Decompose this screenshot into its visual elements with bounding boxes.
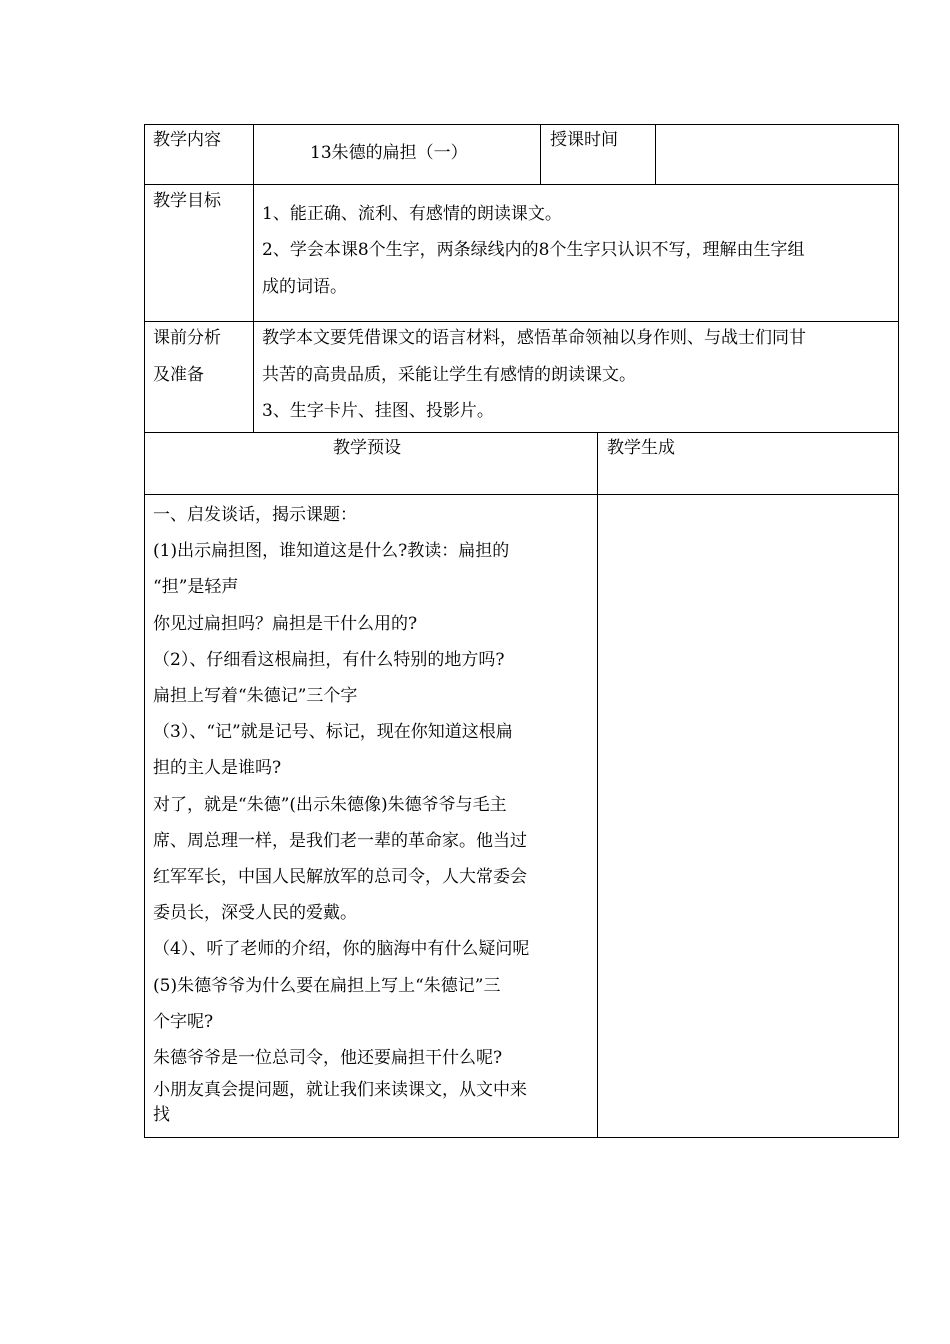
prep-line: 3、生字卡片、挂图、投影片。	[262, 401, 494, 421]
lesson-line: 一、启发谈话，揭示课题：	[153, 505, 357, 525]
generated-heading: 教学生成	[607, 438, 675, 458]
preset-heading: 教学预设	[333, 438, 401, 458]
lesson-line: 个字呢?	[153, 1011, 214, 1032]
lesson-title: 13朱德的扁担（一）	[310, 143, 468, 163]
row-divider	[144, 184, 899, 185]
lesson-line: 对了，就是“朱德”(出示朱德像)朱德爷爷与毛主	[153, 794, 507, 815]
lesson-line: （2）、仔细看这根扁担，有什么特别的地方吗?	[153, 649, 505, 670]
lesson-line: 委员长，深受人民的爱戴。	[153, 903, 357, 924]
lesson-line: 扁担上写着“朱德记”三个字	[153, 686, 358, 707]
lesson-line: 找	[153, 1105, 170, 1126]
row-divider	[144, 494, 899, 495]
lesson-line: 红军军长，中国人民解放军的总司令，人大常委会	[153, 867, 527, 888]
goals-line: 成的词语。	[262, 277, 347, 297]
prep-label: 课前分析	[153, 328, 221, 348]
lesson-line: 小朋友真会提问题，就让我们来读课文，从文中来	[153, 1080, 527, 1101]
lesson-line: (5)朱德爷爷为什么要在扁担上写上“朱德记”三	[153, 975, 501, 996]
lesson-line: （3）、“记”就是记号、标记，现在你知道这根扁	[153, 722, 513, 743]
prep-line: 共苦的高贵品质，采能让学生有感情的朗读课文。	[262, 365, 636, 385]
content-label: 教学内容	[153, 130, 221, 150]
lesson-line: “担”是轻声	[153, 577, 239, 598]
column-divider	[655, 124, 656, 184]
row-divider	[144, 432, 899, 433]
prep-line: 教学本文要凭借课文的语言材料，感悟革命领袖以身作则、与战士们同甘	[262, 328, 806, 348]
lesson-line: (1)出示扁担图，谁知道这是什么?教读：扁担的	[153, 541, 510, 562]
lesson-line: 担的主人是谁吗?	[153, 758, 282, 779]
lesson-line: 朱德爷爷是一位总司令，他还要扁担干什么呢?	[153, 1048, 503, 1069]
lesson-line: （4）、听了老师的介绍，你的脑海中有什么疑问呢	[153, 939, 530, 960]
time-label: 授课时间	[550, 130, 618, 150]
column-divider	[253, 124, 254, 432]
column-divider	[597, 432, 598, 1138]
goals-line: 2、学会本课8个生字，两条绿线内的8个生字只认识不写，理解由生字组	[262, 240, 805, 260]
goals-label: 教学目标	[153, 191, 221, 211]
row-divider	[144, 321, 899, 322]
goals-line: 1、能正确、流利、有感情的朗读课文。	[262, 204, 562, 224]
lesson-body	[153, 497, 591, 1126]
lesson-line: 席、周总理一样，是我们老一辈的革命家。他当过	[153, 830, 527, 851]
prep-label: 及准备	[153, 365, 204, 385]
lesson-line: 你见过扁担吗？扁担是干什么用的?	[153, 613, 418, 634]
column-divider	[540, 124, 541, 184]
